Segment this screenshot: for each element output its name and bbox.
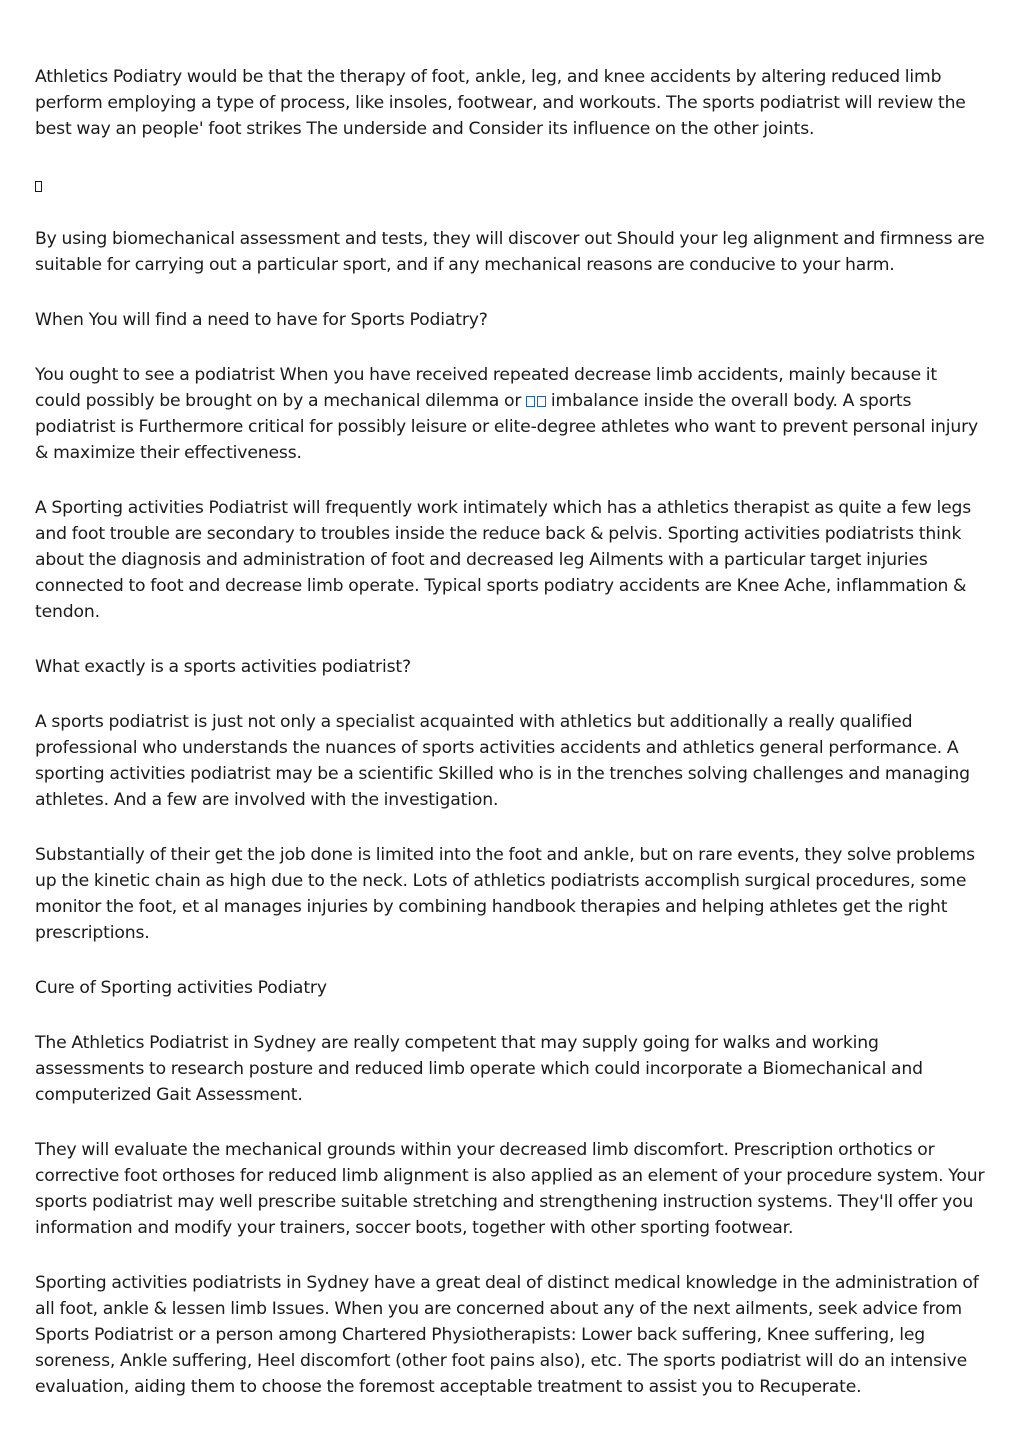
missing-glyph-link-icon [537, 396, 546, 407]
paragraph-evaluate: They will evaluate the mechanical grounds within your decreased limb discomfort. Prescription orthotics or corrective foot orthoses for reduced limb alignment is also applied as an element of your procedure system. Your sports podiatrist may well prescribe suitable stretching and strengthening instruction systems. They'll offer you information and modify your trainers, soccer boots, together with other sporting footwear. [35, 1140, 985, 1238]
paragraph-kinetic-chain: Substantially of their get the job done is limited into the foot and ankle, but on rare events, they solve problems up the kinetic chain as high due to the neck. Lots of athletics podiatrists accomplish surgical procedures, some monitor the foot, et al manages injuries by combining handbook therapies and helping athletes get the right prescriptions. [35, 845, 975, 943]
paragraph-see-podiatrist-start: You ought to see a podiatrist When you have received repeated decrease limb accidents, mainly because it could possibly be brought on by a mechanical dilemma or [35, 365, 938, 411]
document-body [35, 64, 985, 1429]
inline-link[interactable] [526, 396, 546, 407]
paragraph-sydney-assessment: The Athletics Podiatrist in Sydney are really competent that may supply going for walks and working assessments to research posture and reduced limb operate which could incorporate a Biomechanical and computerized Gait Assessment. [35, 1033, 923, 1105]
paragraph-specialist: A sports podiatrist is just not only a specialist acquainted with athletics but additionally a really qualified professional who understands the nuances of sports activities accidents and athletics general performance. A sporting activities podiatrist may be a scientific Skilled who is in the trenches solving challenges and managing athletes. And a few are involved with the investigation. [35, 712, 970, 810]
paragraph-intro: Athletics Podiatry would be that the therapy of foot, ankle, leg, and knee accidents by altering reduced limb perform employing a type of process, like insoles, footwear, and workouts. The sports podiatrist will review the best way an people' foot strikes The underside and Consider its influence on the other joints. [35, 67, 966, 139]
heading-cure: Cure of Sporting activities Podiatry [35, 978, 327, 998]
paragraph-therapist: A Sporting activities Podiatrist will frequently work intimately which has a athletics therapist as quite a few legs and foot trouble are secondary to troubles inside the reduce back & pelvis. Sporting activities podiatrists think about the diagnosis and administration of foot and decreased leg Ailments with a particular target injuries connected to foot and decrease limb operate. Typical sports podiatry accidents are Knee Ache, inflammation & tendon. [35, 498, 972, 622]
paragraph-sydney-knowledge: Sporting activities podiatrists in Sydney have a great deal of distinct medical knowledge in the administration of all foot, ankle & lessen limb Issues. When you are concerned about any of the next ailments, seek advice from Sports Podiatrist or a person among Chartered Physiotherapists: Lower back suffering, Knee suffering, leg soreness, Ankle suffering, Heel discomfort (other foot pains also), etc. The sports podiatrist will do an intensive evaluation, aiding them to choose the foremost acceptable treatment to assist you to Recuperate. [35, 1273, 979, 1397]
paragraph-see-podiatrist [35, 362, 985, 466]
heading-when-needed: When You will find a need to have for Sports Podiatry? [35, 310, 488, 330]
paragraph-see-podiatrist-end: imbalance inside the overall body. A sports podiatrist is Furthermore critical for possibly leisure or elite-degree athletes who want to prevent personal injury & maximize their effectiveness. [35, 391, 979, 463]
missing-glyph-icon [35, 181, 42, 192]
missing-glyph-line [35, 171, 985, 197]
paragraph-biomechanical: By using biomechanical assessment and tests, they will discover out Should your leg alignment and firmness are suitable for carrying out a particular sport, and if any mechanical reasons are conducive to your harm. [35, 229, 985, 275]
missing-glyph-link-icon [526, 396, 535, 407]
heading-what-is: What exactly is a sports activities podiatrist? [35, 657, 411, 677]
